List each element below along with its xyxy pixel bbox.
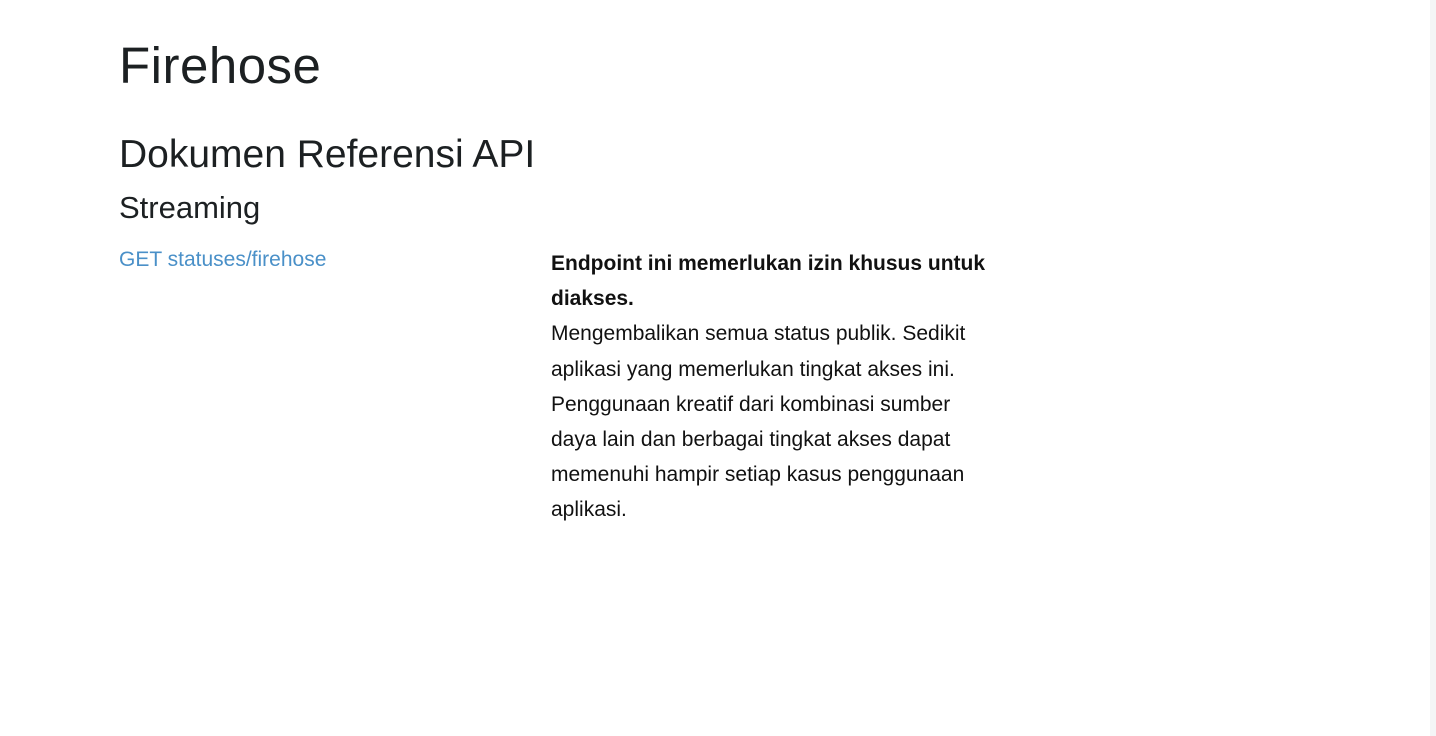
endpoint-description xyxy=(551,246,1001,528)
subsection-title: Streaming xyxy=(119,190,261,225)
permission-notice: Endpoint ini memerlukan izin khusus untuk diakses. xyxy=(551,252,986,311)
endpoint-link[interactable]: GET statuses/firehose xyxy=(119,248,327,271)
page-title: Firehose xyxy=(119,37,322,94)
scrollbar-track[interactable] xyxy=(1430,0,1436,736)
section-title: Dokumen Referensi API xyxy=(119,133,536,176)
description-text: Mengembalikan semua status publik. Sedikit aplikasi yang memerlukan tingkat akses ini. Penggunaan kreatif dari kombinasi sumber daya lain dan berbagai tingkat akses dapat memenuhi hampir setiap kasus penggunaan aplikasi. xyxy=(551,322,966,522)
